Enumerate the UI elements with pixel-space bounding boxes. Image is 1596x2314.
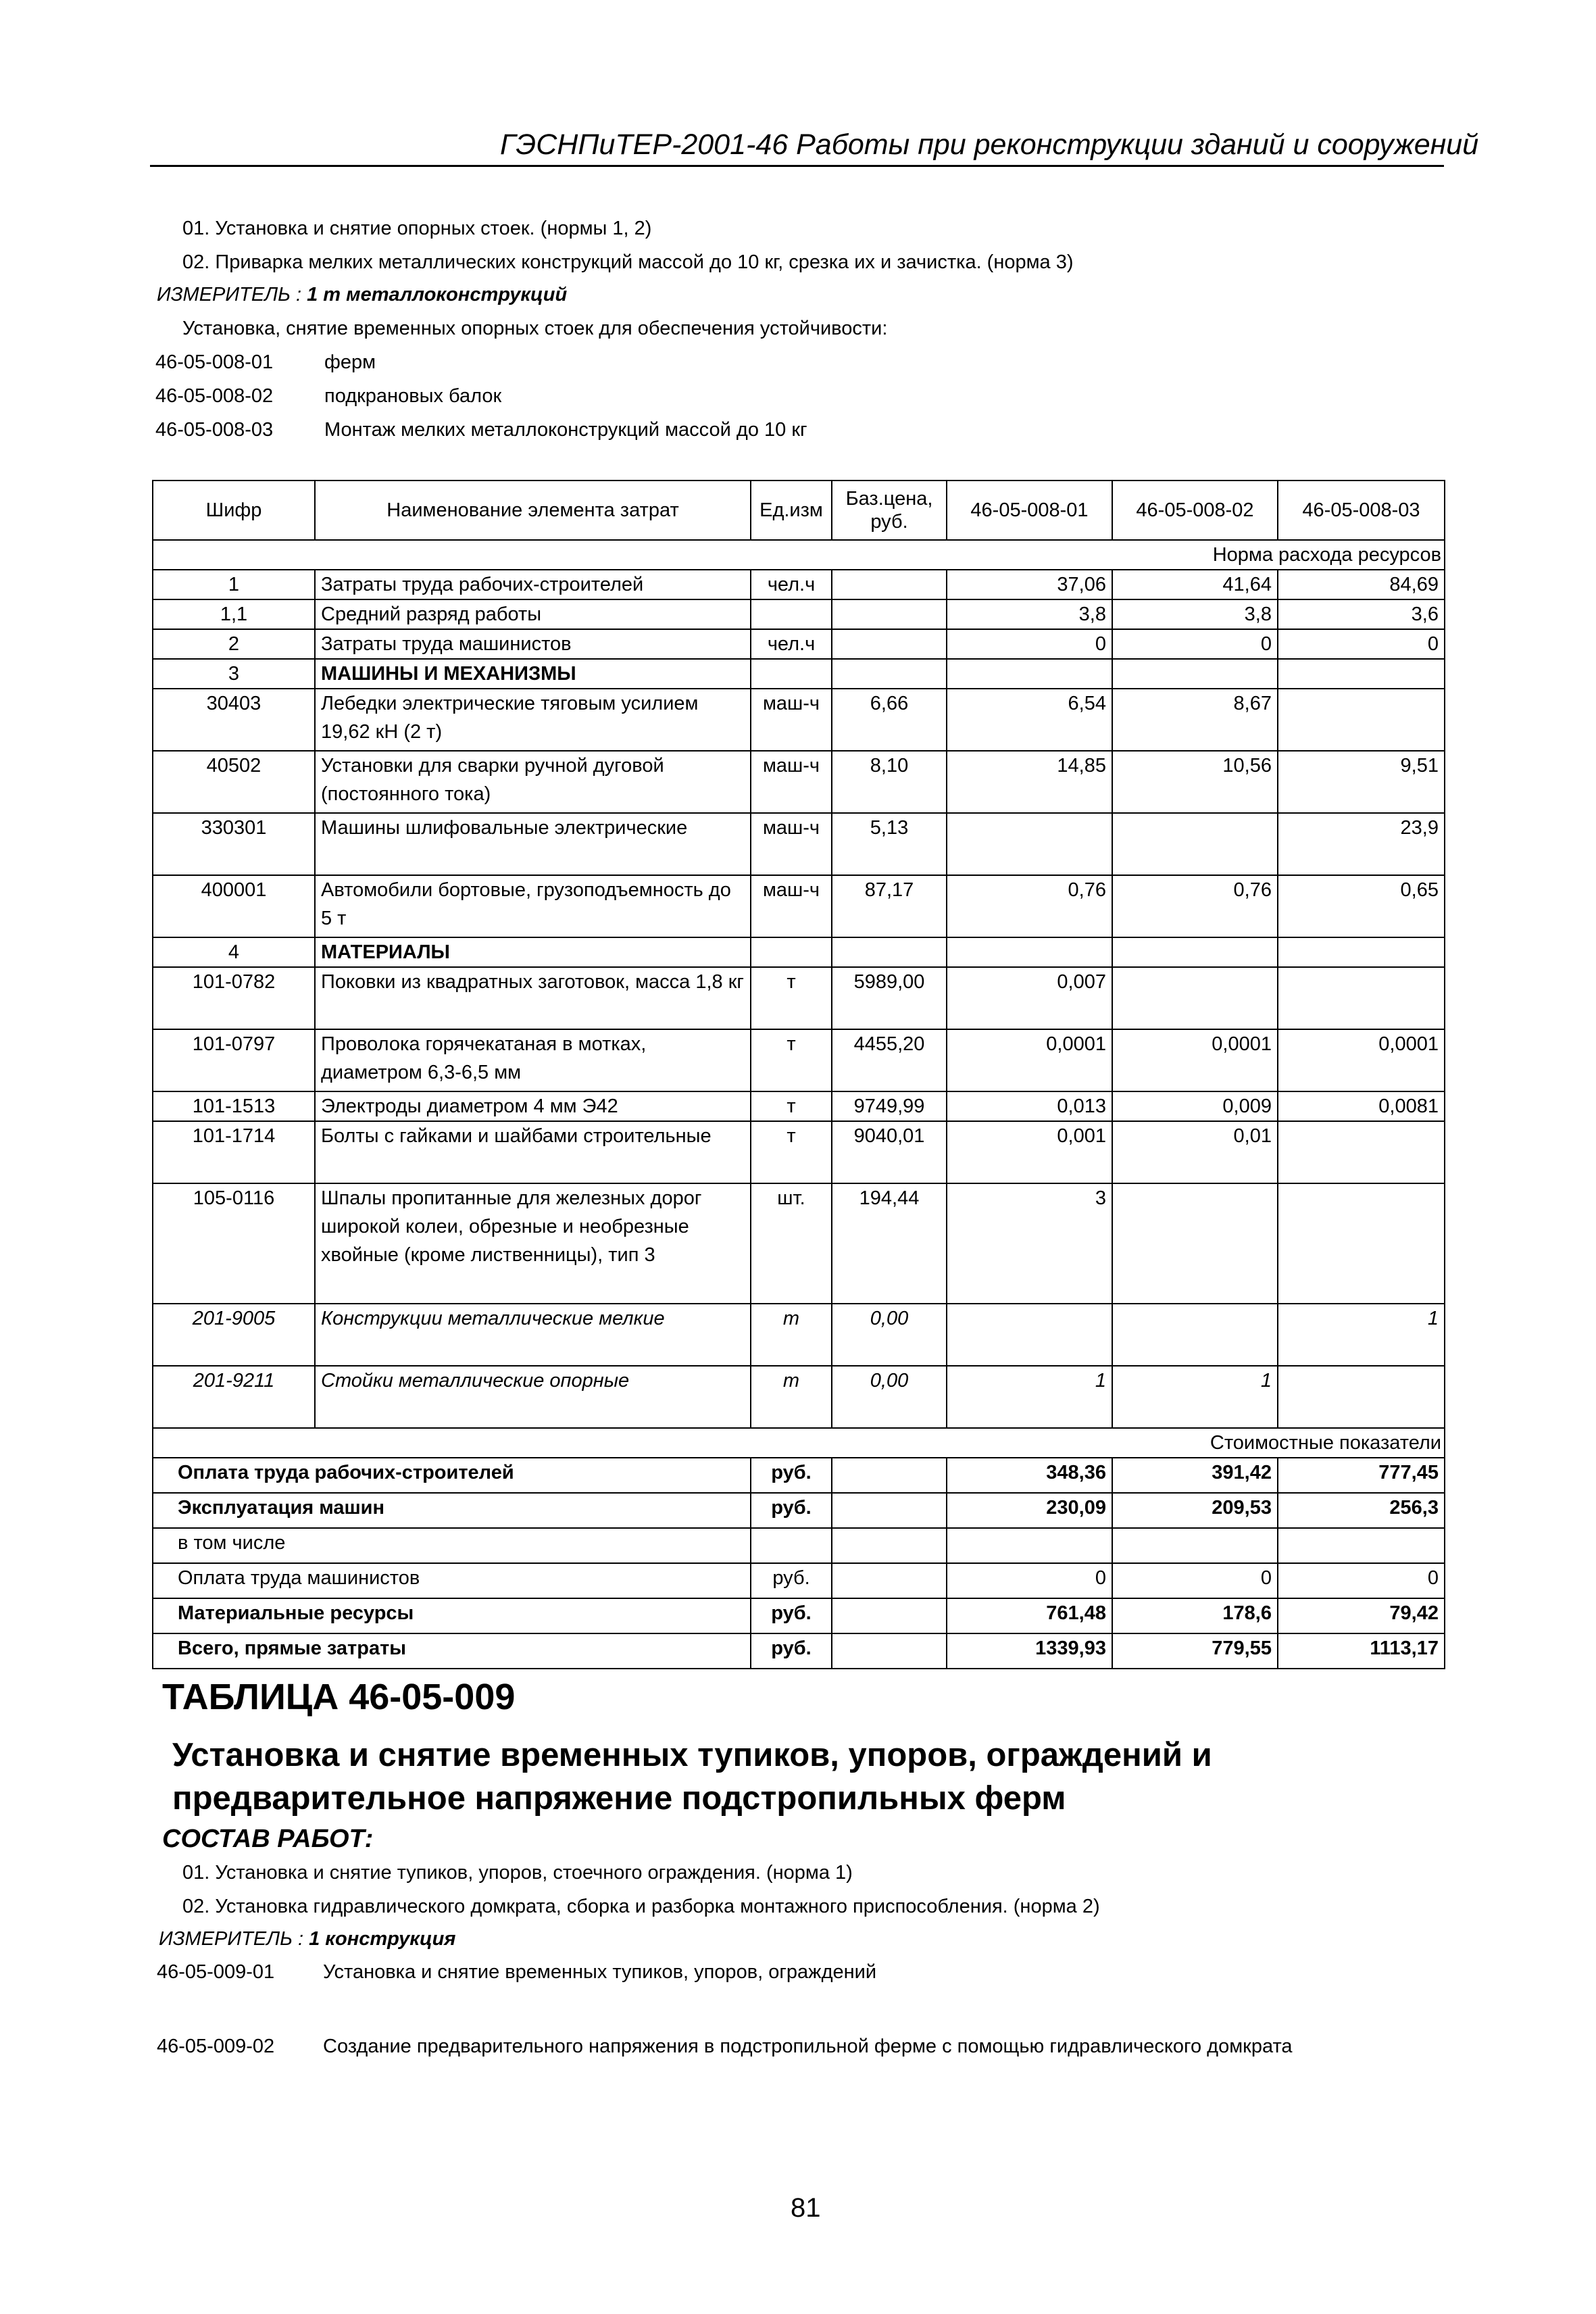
summary-v1: 0 xyxy=(947,1563,1112,1598)
table-row xyxy=(153,1366,1445,1428)
cell-name: Болты с гайками и шайбами строительные xyxy=(315,1121,751,1183)
summary-price xyxy=(832,1528,947,1563)
table-row xyxy=(153,1091,1445,1121)
cell-v3 xyxy=(1278,937,1445,967)
page-number: 81 xyxy=(791,2193,821,2223)
code-list-code: 46-05-009-02 xyxy=(157,2036,275,2057)
cell-v2: 0 xyxy=(1112,629,1278,659)
summary-name: в том числе xyxy=(153,1528,751,1563)
cell-code: 101-0782 xyxy=(153,967,315,1029)
cell-unit: чел.ч xyxy=(751,570,832,599)
summary-v2: 209,53 xyxy=(1112,1493,1278,1528)
summary-v2: 178,6 xyxy=(1112,1598,1278,1633)
cell-name: Стойки металлические опорные xyxy=(315,1366,751,1428)
col-header: Шифр xyxy=(153,481,315,540)
cell-price xyxy=(832,629,947,659)
cell-unit: т xyxy=(751,1366,832,1428)
summary-v3: 256,3 xyxy=(1278,1493,1445,1528)
cell-price: 4455,20 xyxy=(832,1029,947,1091)
cell-name: Электроды диаметром 4 мм Э42 xyxy=(315,1091,751,1121)
code-list-name: Создание предварительного напряжения в подстропильной ферме с помощью гидравлического домкрата xyxy=(323,2036,1293,2057)
cell-v2: 10,56 xyxy=(1112,751,1278,813)
cell-code: 101-1714 xyxy=(153,1121,315,1183)
summary-name: Всего, прямые затраты xyxy=(153,1633,751,1669)
summary-v2: 0 xyxy=(1112,1563,1278,1598)
cell-unit: т xyxy=(751,1121,832,1183)
cell-price: 5989,00 xyxy=(832,967,947,1029)
measurer-label: ИЗМЕРИТЕЛЬ : xyxy=(157,284,307,305)
cell-v3 xyxy=(1278,689,1445,751)
summary-row xyxy=(153,1563,1445,1598)
table-row xyxy=(153,813,1445,875)
cell-v3: 3,6 xyxy=(1278,599,1445,629)
table-row xyxy=(153,1029,1445,1091)
cell-unit xyxy=(751,599,832,629)
summary-price xyxy=(832,1598,947,1633)
cell-v3: 0,0001 xyxy=(1278,1029,1445,1091)
section-subtitle: Установка, снятие временных опорных стоек для обеспечения устойчивости: xyxy=(182,318,888,339)
summary-unit: руб. xyxy=(751,1598,832,1633)
cell-code: 40502 xyxy=(153,751,315,813)
col-header: 46-05-008-02 xyxy=(1112,481,1278,540)
summary-v1: 1339,93 xyxy=(947,1633,1112,1669)
cell-v2 xyxy=(1112,1304,1278,1366)
table-row xyxy=(153,629,1445,659)
cell-v2: 8,67 xyxy=(1112,689,1278,751)
summary-name: Материальные ресурсы xyxy=(153,1598,751,1633)
summary-unit: руб. xyxy=(751,1633,832,1669)
cell-unit: т xyxy=(751,1304,832,1366)
table-row xyxy=(153,751,1445,813)
summary-price xyxy=(832,1633,947,1669)
summary-v3: 79,42 xyxy=(1278,1598,1445,1633)
table-row xyxy=(153,1121,1445,1183)
cell-name: Конструкции металлические мелкие xyxy=(315,1304,751,1366)
cell-name: МАШИНЫ И МЕХАНИЗМЫ xyxy=(315,659,751,689)
summary-price xyxy=(832,1493,947,1528)
cell-unit: маш-ч xyxy=(751,689,832,751)
summary-price xyxy=(832,1563,947,1598)
section-heading: Установка и снятие временных тупиков, упоров, ограждений и предварительное напряжение подстропильных ферм xyxy=(172,1737,1212,1817)
work-item-2: 02. Установка гидравлического домкрата, сборка и разборка монтажного приспособления. (норма 2) xyxy=(182,1896,1100,1917)
table-row xyxy=(153,689,1445,751)
cell-v3: 23,9 xyxy=(1278,813,1445,875)
cell-name: Автомобили бортовые, грузоподъемность до 5 т xyxy=(315,875,751,937)
cell-v1: 14,85 xyxy=(947,751,1112,813)
cell-name: Машины шлифовальные электрические xyxy=(315,813,751,875)
measurer-label: ИЗМЕРИТЕЛЬ : xyxy=(159,1928,309,1950)
cell-v2 xyxy=(1112,967,1278,1029)
code-list-code: 46-05-009-01 xyxy=(157,1961,275,1983)
cell-code: 2 xyxy=(153,629,315,659)
summary-v1 xyxy=(947,1528,1112,1563)
resource-table xyxy=(152,480,1445,1669)
norm-band: Норма расхода ресурсов xyxy=(153,540,1445,570)
cell-v2: 0,76 xyxy=(1112,875,1278,937)
cell-v2 xyxy=(1112,813,1278,875)
table-row xyxy=(153,937,1445,967)
cell-price: 194,44 xyxy=(832,1183,947,1304)
table-row xyxy=(153,967,1445,1029)
cell-v1: 37,06 xyxy=(947,570,1112,599)
cell-v1: 0 xyxy=(947,629,1112,659)
band-row xyxy=(153,540,1445,570)
measurer xyxy=(159,1928,455,1950)
cell-code: 3 xyxy=(153,659,315,689)
cell-v3: 1 xyxy=(1278,1304,1445,1366)
running-header: ГЭСНПиТЕР-2001-46 Работы при реконструкции зданий и сооружений xyxy=(500,128,1479,161)
cell-name: Поковки из квадратных заготовок, масса 1,8 кг xyxy=(315,967,751,1029)
code-list-name: Монтаж мелких металлоконструкций массой до 10 кг xyxy=(324,419,807,441)
cell-v3 xyxy=(1278,967,1445,1029)
summary-row xyxy=(153,1598,1445,1633)
cell-v2: 41,64 xyxy=(1112,570,1278,599)
summary-name: Эксплуатация машин xyxy=(153,1493,751,1528)
cell-v3: 84,69 xyxy=(1278,570,1445,599)
cell-unit: шт. xyxy=(751,1183,832,1304)
col-header: 46-05-008-01 xyxy=(947,481,1112,540)
summary-unit: руб. xyxy=(751,1458,832,1493)
cell-name: Лебедки электрические тяговым усилием 19,62 кН (2 т) xyxy=(315,689,751,751)
cell-v3 xyxy=(1278,659,1445,689)
cell-v1 xyxy=(947,813,1112,875)
cell-code: 201-9211 xyxy=(153,1366,315,1428)
cell-v1: 0,013 xyxy=(947,1091,1112,1121)
summary-v2: 391,42 xyxy=(1112,1458,1278,1493)
cell-v3: 0,0081 xyxy=(1278,1091,1445,1121)
cell-v1 xyxy=(947,937,1112,967)
summary-name: Оплата труда рабочих-строителей xyxy=(153,1458,751,1493)
cell-v1: 3,8 xyxy=(947,599,1112,629)
table-row xyxy=(153,1304,1445,1366)
summary-row xyxy=(153,1633,1445,1669)
cell-v1 xyxy=(947,659,1112,689)
cell-code: 101-0797 xyxy=(153,1029,315,1091)
cell-v1: 6,54 xyxy=(947,689,1112,751)
cell-price xyxy=(832,659,947,689)
cell-name: Шпалы пропитанные для железных дорог широкой колеи, обрезные и необрезные хвойные (кроме лиственницы), тип 3 xyxy=(315,1183,751,1304)
cell-unit xyxy=(751,937,832,967)
summary-v3: 1113,17 xyxy=(1278,1633,1445,1669)
table-row xyxy=(153,570,1445,599)
cell-price xyxy=(832,570,947,599)
cell-price: 0,00 xyxy=(832,1366,947,1428)
cell-v1: 3 xyxy=(947,1183,1112,1304)
summary-row xyxy=(153,1493,1445,1528)
cell-v2 xyxy=(1112,659,1278,689)
table-row xyxy=(153,875,1445,937)
summary-v1: 348,36 xyxy=(947,1458,1112,1493)
cell-price xyxy=(832,937,947,967)
cell-v2: 0,01 xyxy=(1112,1121,1278,1183)
cell-code: 1 xyxy=(153,570,315,599)
summary-v1: 230,09 xyxy=(947,1493,1112,1528)
summary-v3 xyxy=(1278,1528,1445,1563)
table-row xyxy=(153,599,1445,629)
summary-v1: 761,48 xyxy=(947,1598,1112,1633)
cell-name: Затраты труда машинистов xyxy=(315,629,751,659)
cell-v1: 0,007 xyxy=(947,967,1112,1029)
cell-v3 xyxy=(1278,1366,1445,1428)
table-title: ТАБЛИЦА 46-05-009 xyxy=(162,1677,516,1717)
col-header: Баз.цена, руб. xyxy=(832,481,947,540)
cell-v1: 0,0001 xyxy=(947,1029,1112,1091)
summary-row xyxy=(153,1458,1445,1493)
cell-name: Проволока горячекатаная в мотках, диаметром 6,3-6,5 мм xyxy=(315,1029,751,1091)
table-header-row xyxy=(153,481,1445,540)
cell-unit: т xyxy=(751,967,832,1029)
cell-code: 30403 xyxy=(153,689,315,751)
summary-v2 xyxy=(1112,1528,1278,1563)
summary-v3: 777,45 xyxy=(1278,1458,1445,1493)
cell-v2: 1 xyxy=(1112,1366,1278,1428)
cell-code: 4 xyxy=(153,937,315,967)
measurer-value: 1 т металлоконструкций xyxy=(307,284,568,305)
cell-code: 201-9005 xyxy=(153,1304,315,1366)
work-item-1: 01. Установка и снятие опорных стоек. (нормы 1, 2) xyxy=(182,218,652,239)
cell-unit: чел.ч xyxy=(751,629,832,659)
cell-v1: 0,001 xyxy=(947,1121,1112,1183)
cell-price: 9040,01 xyxy=(832,1121,947,1183)
summary-unit xyxy=(751,1528,832,1563)
summary-row xyxy=(153,1528,1445,1563)
cell-v1 xyxy=(947,1304,1112,1366)
col-header: Наименование элемента затрат xyxy=(315,481,751,540)
summary-name: Оплата труда машинистов xyxy=(153,1563,751,1598)
cell-v2 xyxy=(1112,937,1278,967)
cell-v2: 3,8 xyxy=(1112,599,1278,629)
cell-price: 9749,99 xyxy=(832,1091,947,1121)
band-row xyxy=(153,1428,1445,1458)
col-header: 46-05-008-03 xyxy=(1278,481,1445,540)
summary-v3: 0 xyxy=(1278,1563,1445,1598)
table-row xyxy=(153,1183,1445,1304)
code-list-code: 46-05-008-02 xyxy=(155,385,274,407)
cell-v3: 0 xyxy=(1278,629,1445,659)
cell-code: 101-1513 xyxy=(153,1091,315,1121)
col-header: Ед.изм xyxy=(751,481,832,540)
cell-v1: 1 xyxy=(947,1366,1112,1428)
cell-v3: 0,65 xyxy=(1278,875,1445,937)
cell-code: 1,1 xyxy=(153,599,315,629)
cell-name: Средний разряд работы xyxy=(315,599,751,629)
cost-band: Стоимостные показатели xyxy=(153,1428,1445,1458)
code-list-name: подкрановых балок xyxy=(324,385,502,407)
cell-code: 330301 xyxy=(153,813,315,875)
summary-unit: руб. xyxy=(751,1563,832,1598)
cell-v3 xyxy=(1278,1121,1445,1183)
cell-unit: маш-ч xyxy=(751,875,832,937)
cell-price: 0,00 xyxy=(832,1304,947,1366)
work-composition-label: СОСТАВ РАБОТ: xyxy=(162,1825,374,1853)
code-list-code: 46-05-008-01 xyxy=(155,351,274,373)
cell-v1: 0,76 xyxy=(947,875,1112,937)
summary-v2: 779,55 xyxy=(1112,1633,1278,1669)
cell-code: 400001 xyxy=(153,875,315,937)
cell-name: Затраты труда рабочих-строителей xyxy=(315,570,751,599)
cell-price: 87,17 xyxy=(832,875,947,937)
cell-price: 8,10 xyxy=(832,751,947,813)
header-rule xyxy=(150,165,1444,167)
cell-name: Установки для сварки ручной дуговой (постоянного тока) xyxy=(315,751,751,813)
cell-price: 5,13 xyxy=(832,813,947,875)
code-list-name: ферм xyxy=(324,351,376,373)
cell-unit: т xyxy=(751,1029,832,1091)
measurer-value: 1 конструкция xyxy=(309,1928,456,1950)
summary-unit: руб. xyxy=(751,1493,832,1528)
cell-v3: 9,51 xyxy=(1278,751,1445,813)
cell-unit: т xyxy=(751,1091,832,1121)
cell-code: 105-0116 xyxy=(153,1183,315,1304)
cell-unit: маш-ч xyxy=(751,813,832,875)
table-row xyxy=(153,659,1445,689)
cell-price: 6,66 xyxy=(832,689,947,751)
cell-name: МАТЕРИАЛЫ xyxy=(315,937,751,967)
work-item-2: 02. Приварка мелких металлических конструкций массой до 10 кг, срезка их и зачистка. (норма 3) xyxy=(182,251,1074,273)
cell-v2: 0,009 xyxy=(1112,1091,1278,1121)
summary-price xyxy=(832,1458,947,1493)
cell-unit: маш-ч xyxy=(751,751,832,813)
code-list-name: Установка и снятие временных тупиков, упоров, ограждений xyxy=(323,1961,877,1983)
work-item-1: 01. Установка и снятие тупиков, упоров, стоечного ограждения. (норма 1) xyxy=(182,1862,853,1884)
measurer xyxy=(157,284,567,306)
code-list-code: 46-05-008-03 xyxy=(155,419,274,441)
cell-price xyxy=(832,599,947,629)
cell-v2 xyxy=(1112,1183,1278,1304)
cell-v3 xyxy=(1278,1183,1445,1304)
cell-v2: 0,0001 xyxy=(1112,1029,1278,1091)
cell-unit xyxy=(751,659,832,689)
